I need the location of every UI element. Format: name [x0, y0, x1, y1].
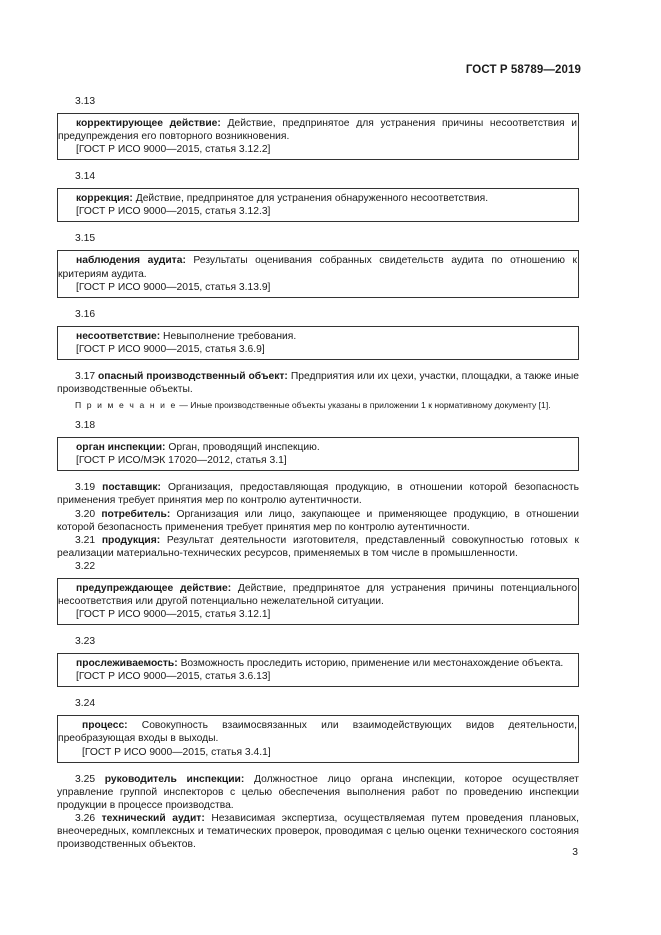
term-box	[57, 250, 579, 297]
term-definition: Действие, предпринятое для устранения причины несоответствия и предупреждения его повторного возникновения.	[58, 118, 577, 143]
term-box	[57, 113, 579, 160]
term-definition: Организация, предоставляющая продукцию, в отношении которой безопасность применения требует принятия мер по контролю аутентичности.	[57, 482, 579, 507]
term-definition: Возможность проследить историю, применение или местонахождение объекта.	[177, 658, 564, 670]
term-number: 3.26	[75, 812, 96, 824]
term-number: 3.19	[75, 482, 96, 494]
term-box	[57, 188, 579, 222]
term-number: 3.23	[75, 636, 96, 648]
document-body	[57, 95, 579, 851]
term-definition: Совокупность взаимосвязанных или взаимодействующих видов деятельности, преобразующая входы в выходы.	[58, 720, 577, 745]
term-box	[57, 653, 579, 687]
term-reference: [ГОСТ Р ИСО/МЭК 17020—2012, статья 3.1]	[76, 455, 287, 467]
term-number: 3.15	[75, 233, 96, 245]
term-number: 3.16	[75, 308, 96, 320]
note	[57, 400, 579, 411]
term-reference: [ГОСТ Р ИСО 9000—2015, статья 3.13.9]	[76, 281, 271, 293]
term-number: 3.18	[75, 420, 96, 432]
term-definition: Результат деятельности изготовителя, представленный совокупностью готовых к реализации материально-технических ресурсов, применяемых в том числе в промышленности.	[57, 534, 579, 559]
term-definition: Независимая экспертиза, осуществляемая путем проведения плановых, внеочередных, комплексных и тематических проверок, проводимая с целью оценки технического состояния производственных объектов.	[57, 812, 579, 851]
term-title: опасный производственный объект:	[98, 370, 288, 382]
term-number: 3.14	[75, 171, 96, 183]
term-number: 3.17	[75, 370, 96, 382]
term-reference: [ГОСТ Р ИСО 9000—2015, статья 3.4.1]	[82, 746, 271, 758]
term-paragraph	[57, 812, 579, 851]
standard-header: ГОСТ Р 58789—2019	[465, 64, 581, 76]
term-title: поставщик:	[102, 482, 161, 494]
term-title: процесс:	[82, 720, 128, 732]
term-number: 3.25	[75, 773, 96, 785]
term-title: руководитель инспекции:	[104, 773, 245, 785]
term-paragraph	[57, 534, 579, 560]
term-title: продукция:	[101, 534, 161, 546]
term-paragraph	[57, 481, 579, 507]
term-reference: [ГОСТ Р ИСО 9000—2015, статья 3.12.2]	[76, 144, 271, 156]
term-reference: [ГОСТ Р ИСО 9000—2015, статья 3.12.1]	[76, 609, 271, 621]
term-definition: Орган, проводящий инспекцию.	[165, 442, 320, 454]
term-box	[57, 437, 579, 471]
term-title: орган инспекции:	[76, 442, 166, 454]
term-title: прослеживаемость:	[76, 658, 178, 670]
term-definition: Должностное лицо органа инспекции, которое осуществляет управление группой инспекторов с целью обеспечения выполнения работ по проведению инспекции продукции в процессе производства.	[57, 773, 579, 811]
term-definition: Невыполнение требования.	[160, 330, 297, 342]
page-number: 3	[572, 847, 578, 858]
term-title: технический аудит:	[101, 812, 205, 824]
term-paragraph	[57, 773, 579, 812]
term-box	[57, 326, 579, 360]
term-reference: [ГОСТ Р ИСО 9000—2015, статья 3.6.13]	[76, 671, 271, 683]
note-label: П р и м е ч а н и е	[75, 400, 177, 411]
term-number: 3.20	[75, 508, 96, 520]
term-title: корректирующее действие:	[76, 118, 221, 129]
term-definition: Действие, предпринятое для устранения обнаруженного несоответствия.	[132, 193, 489, 205]
term-reference: [ГОСТ Р ИСО 9000—2015, статья 3.12.3]	[76, 206, 271, 218]
term-definition: Предприятия или их цехи, участки, площадки, а также иные производственные объекты.	[57, 370, 579, 396]
term-number: 3.22	[75, 560, 96, 572]
term-box	[57, 578, 579, 625]
term-paragraph	[57, 508, 579, 534]
term-number: 3.21	[75, 534, 96, 546]
term-paragraph	[57, 370, 579, 396]
term-number: 3.13	[75, 96, 96, 107]
term-title: потребитель:	[101, 508, 171, 520]
term-title: наблюдения аудита:	[76, 255, 186, 267]
term-title: несоответствие:	[76, 330, 161, 342]
term-number: 3.24	[75, 698, 96, 710]
term-reference: [ГОСТ Р ИСО 9000—2015, статья 3.6.9]	[76, 343, 265, 355]
term-definition: Действие, предпринятое для устранения причины потенциального несоответствия или другой потенциально нежелательной ситуации.	[58, 582, 577, 607]
term-title: предупреждающее действие:	[76, 582, 232, 594]
term-definition: Организация или лицо, закупающее и применяющее продукцию, в отношении которой безопасность применения требует принятия мер по контролю аутентичности.	[57, 508, 579, 533]
note-text: — Иные производственные объекты указаны в приложении 1 к нормативному документу [1].	[176, 400, 551, 411]
term-title: коррекция:	[76, 193, 133, 205]
term-definition: Результаты оценивания собранных свидетельств аудита по отношению к критериям аудита.	[58, 255, 577, 280]
term-box	[57, 715, 579, 762]
